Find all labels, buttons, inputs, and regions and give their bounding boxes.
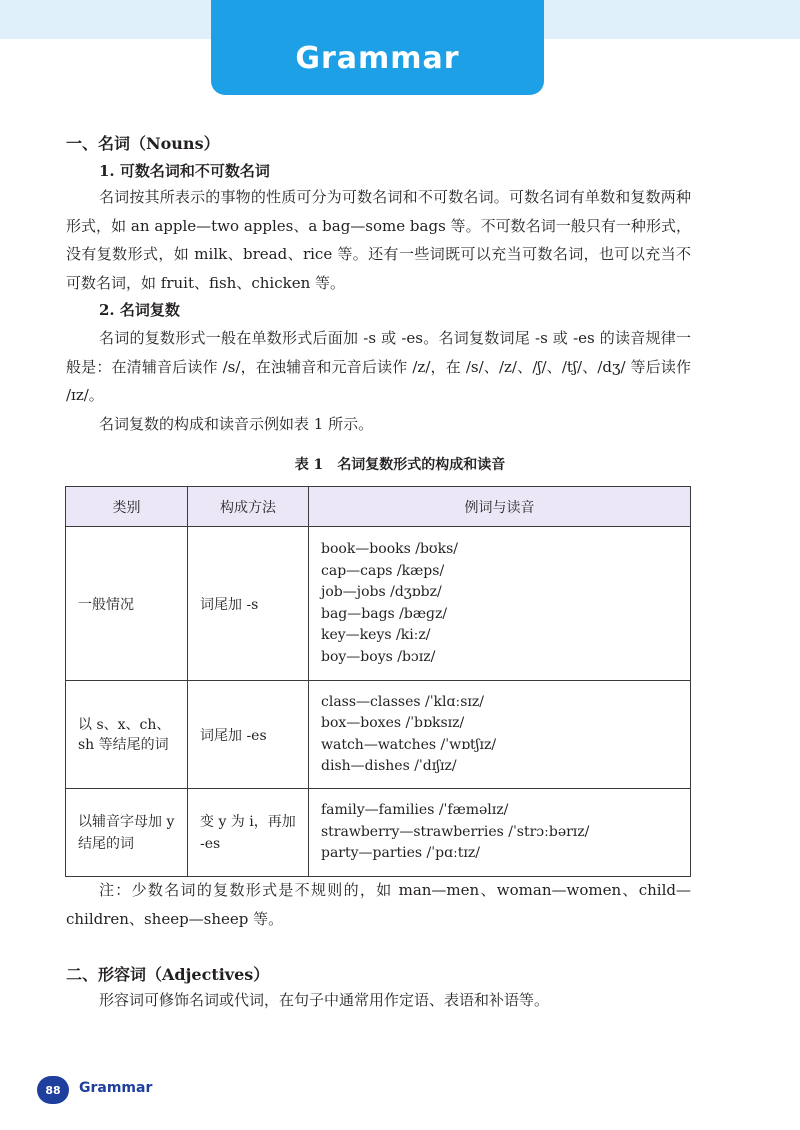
section-heading-adjectives: 二、形容词（Adjectives） xyxy=(66,965,270,984)
example-item: cap—caps /kæps/ xyxy=(321,562,445,579)
table-row xyxy=(66,527,691,681)
subheading-countable: 1. 可数名词和不可数名词 xyxy=(99,162,270,180)
example-item: family—families /ˈfæməlɪz/ xyxy=(321,802,509,819)
cell-category: 一般情况 xyxy=(66,527,188,681)
example-item: dish—dishes /ˈdɪʃɪz/ xyxy=(321,758,457,774)
cell-examples xyxy=(309,527,691,681)
page-number-badge: 88 xyxy=(37,1076,69,1104)
cell-method: 词尾加 -s xyxy=(188,527,309,681)
chapter-title-tab xyxy=(211,0,544,95)
header-method: 构成方法 xyxy=(188,487,309,527)
example-item: book—books /bʊks/ xyxy=(321,541,458,557)
table-header-row xyxy=(66,487,691,527)
example-item: strawberry—strawberries /ˈstrɔːbərɪz/ xyxy=(321,823,590,840)
table-caption xyxy=(0,454,800,474)
example-item: key—keys /kiːz/ xyxy=(321,627,431,643)
paragraph-table-intro: 名词复数的构成和读音示例如表 1 所示。 xyxy=(99,415,374,433)
paragraph-plural-rules: 名词的复数形式一般在单数形式后面加 -s 或 -es。名词复数词尾 -s 或 -es 的读音规律一般是：在清辅音后读作 /s/，在浊辅音和元音后读作 /z/，在 /s/、/z/、/ʃ/、/tʃ/、/dʒ/ 等后读作 /ɪz/。 xyxy=(66,329,691,404)
cell-category: 以 s、x、ch、sh 等结尾的词 xyxy=(66,681,188,789)
table-caption-number: 表 1 xyxy=(294,457,324,473)
example-item: boy—boys /bɔɪz/ xyxy=(321,648,436,665)
paragraph-adjectives: 形容词可修饰名词或代词，在句子中通常用作定语、表语和补语等。 xyxy=(99,991,550,1009)
cell-category: 以辅音字母加 y 结尾的词 xyxy=(66,789,188,877)
paragraph-countable: 名词按其所表示的事物的性质可分为可数名词和不可数名词。可数名词有单数和复数两种形式，如 an apple—two apples、a bag—some bags 等。不可数名词一般只有一种形式，没有复数形式，如 milk、bread、rice 等。还有一些词既可以充当可数名词，也可以充当不可数名词，如 fruit、fish、chicken 等。 xyxy=(66,188,691,292)
table-row xyxy=(66,789,691,877)
cell-method: 词尾加 -es xyxy=(188,681,309,789)
example-item: watch—watches /ˈwɒtʃɪz/ xyxy=(321,736,497,753)
table-note: 注：少数名词的复数形式是不规则的，如 man—men、woman—women、child—children、sheep—sheep 等。 xyxy=(66,881,691,928)
cell-examples xyxy=(309,681,691,789)
cell-method: 变 y 为 i，再加 -es xyxy=(188,789,309,877)
plural-table xyxy=(65,486,691,877)
example-item: box—boxes /ˈbɒksɪz/ xyxy=(321,715,465,731)
header-examples: 例词与读音 xyxy=(309,487,691,527)
table-caption-title: 名词复数形式的构成和读音 xyxy=(337,457,506,473)
footer-label: Grammar xyxy=(79,1080,153,1096)
example-item: bag—bags /bæɡz/ xyxy=(321,605,448,622)
example-item: party—parties /ˈpɑːtɪz/ xyxy=(321,845,480,862)
example-item: job—jobs /dʒɒbz/ xyxy=(321,584,442,600)
table-row xyxy=(66,681,691,789)
header-category: 类别 xyxy=(66,487,188,527)
subheading-plural: 2. 名词复数 xyxy=(99,301,180,319)
chapter-title: Grammar xyxy=(295,41,460,76)
cell-examples xyxy=(309,789,691,877)
example-item: class—classes /ˈklɑːsɪz/ xyxy=(321,693,484,710)
section-heading-nouns: 一、名词（Nouns） xyxy=(66,134,220,153)
